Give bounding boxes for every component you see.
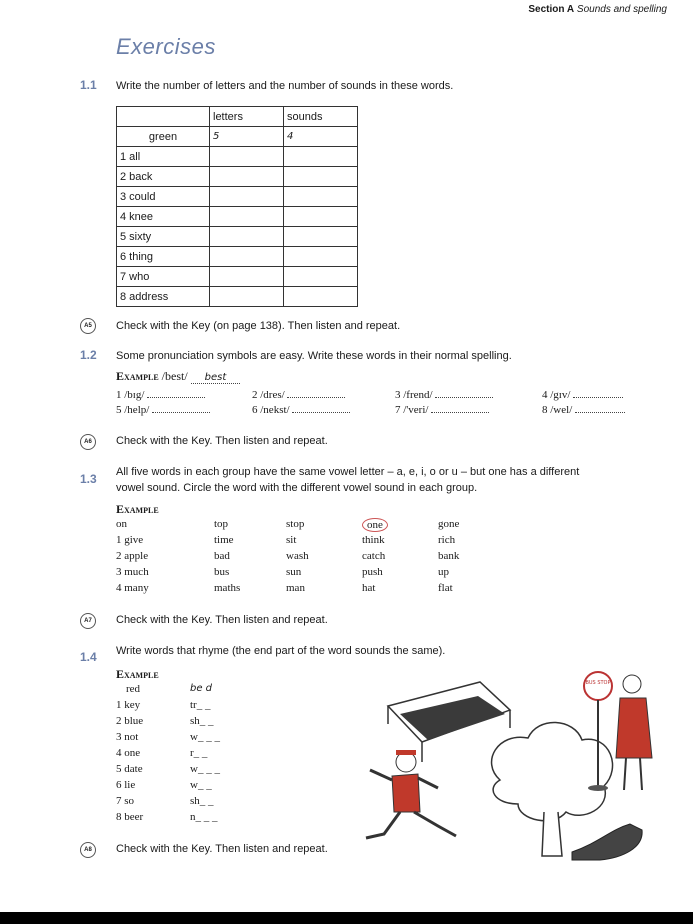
example-letters: 5 xyxy=(210,127,284,147)
example-word: green xyxy=(117,127,210,147)
ex3-example-label: Example xyxy=(116,502,159,516)
ex2-example: Example /best/ best xyxy=(116,369,240,384)
ex2-item-4: 4 /gɪv/ xyxy=(542,387,623,401)
table-row: 7 who xyxy=(117,267,210,287)
ex3-word[interactable]: think xyxy=(362,534,385,546)
ex3-word[interactable]: time xyxy=(214,534,234,546)
ex3-word[interactable]: sit xyxy=(286,534,297,546)
ex3-instruction-1: All five words in each group have the same vowel letter – a, e, i, o or u – but one has a different xyxy=(116,466,580,478)
table-row: 6 thing xyxy=(117,247,210,267)
ex2-instruction: Some pronunciation symbols are easy. Write these words in their normal spelling. xyxy=(116,350,512,362)
ex3-word[interactable]: one xyxy=(362,518,388,532)
ex4-word: 5 date xyxy=(116,763,143,775)
ex3-word[interactable]: bank xyxy=(438,550,460,562)
shoe-icon xyxy=(572,824,642,860)
ex4-word: 7 so xyxy=(116,795,135,807)
example-sounds: 4 xyxy=(284,127,358,147)
ex3-word[interactable]: stop xyxy=(286,518,305,530)
ex4-word: 2 blue xyxy=(116,715,144,727)
ex3-word[interactable]: 4 many xyxy=(116,582,149,594)
ex3-word[interactable]: up xyxy=(438,566,449,578)
ex4-example-label: Example xyxy=(116,667,159,681)
ex3-word[interactable]: push xyxy=(362,566,383,578)
ex2-item-7: 7 /'veri/ xyxy=(395,402,489,416)
ex4-answer[interactable]: w_ _ xyxy=(190,779,212,791)
ex4-word: 6 lie xyxy=(116,779,136,791)
ex4-word: red xyxy=(126,683,141,695)
ex3-word[interactable]: gone xyxy=(438,518,460,530)
ex3-word[interactable]: top xyxy=(214,518,229,530)
ex2-item-5: 5 /help/ xyxy=(116,402,210,416)
audio-a6-icon[interactable]: A6 xyxy=(80,434,96,450)
ex3-word[interactable]: catch xyxy=(362,550,386,562)
ex4-word: 4 one xyxy=(116,747,141,759)
ex3-word[interactable]: sun xyxy=(286,566,302,578)
ex4-answer[interactable]: r_ _ xyxy=(190,747,208,759)
audio-a7-icon[interactable]: A7 xyxy=(80,613,96,629)
ex3-word[interactable]: 3 much xyxy=(116,566,149,578)
ex2-item-3: 3 /frend/ xyxy=(395,387,493,401)
ex4-check: Check with the Key. Then listen and repeat. xyxy=(116,843,328,855)
ex2-item-6: 6 /nekst/ xyxy=(252,402,350,416)
ex2-item-2: 2 /dres/ xyxy=(252,387,345,401)
table-row: 2 back xyxy=(117,167,210,187)
ex2-item-1: 1 /bɪg/ xyxy=(116,387,205,401)
ex3-instruction-2: vowel sound. Circle the word with the different vowel sound in each group. xyxy=(116,482,478,494)
audio-a8-icon[interactable]: A8 xyxy=(80,842,96,858)
woman-icon xyxy=(616,675,652,790)
ex4-answer[interactable]: be d xyxy=(190,683,213,694)
ex2-example-answer: best xyxy=(191,372,241,384)
ex1-instruction: Write the number of letters and the number of sounds in these words. xyxy=(116,80,454,92)
audio-a5-icon[interactable]: A5 xyxy=(80,318,96,334)
ex4-answer[interactable]: w_ _ _ xyxy=(190,763,220,775)
ex3-number: 1.3 xyxy=(80,472,97,486)
ex3-word[interactable]: 1 give xyxy=(116,534,144,546)
ex1-table xyxy=(116,106,358,307)
ex4-word: 1 key xyxy=(116,699,141,711)
table-row: 1 all xyxy=(117,147,210,167)
runner-icon xyxy=(366,750,456,838)
ex4-answer[interactable]: tr_ _ xyxy=(190,699,211,711)
ex3-word[interactable]: on xyxy=(116,518,127,530)
ex1-check: Check with the Key (on page 138). Then listen and repeat. xyxy=(116,320,401,332)
bus-stop-sign-text: BUS STOP xyxy=(585,680,611,686)
ex4-instruction: Write words that rhyme (the end part of the word sounds the same). xyxy=(116,645,446,657)
section-header xyxy=(528,4,667,15)
ex1-number: 1.1 xyxy=(80,78,97,92)
ex4-number: 1.4 xyxy=(80,650,97,664)
rhyme-illustration xyxy=(360,662,670,867)
col-letters: letters xyxy=(210,107,284,127)
ex3-word[interactable]: bus xyxy=(214,566,230,578)
ex3-word[interactable]: 2 apple xyxy=(116,550,149,562)
page-title: Exercises xyxy=(116,34,216,59)
table-row: 3 could xyxy=(117,187,210,207)
table-row: 8 address xyxy=(117,287,210,307)
ex2-item-8: 8 /wel/ xyxy=(542,402,625,416)
section-label: Section A xyxy=(528,4,575,15)
ex4-answer[interactable]: n_ _ _ xyxy=(190,811,218,823)
ex3-word[interactable]: rich xyxy=(438,534,456,546)
table-row: 4 knee xyxy=(117,207,210,227)
ex3-word[interactable]: flat xyxy=(438,582,453,594)
col-sounds: sounds xyxy=(284,107,358,127)
ex2-number: 1.2 xyxy=(80,348,97,362)
ex3-word[interactable]: man xyxy=(286,582,305,594)
bottom-bar xyxy=(0,912,693,924)
ex4-answer[interactable]: sh_ _ xyxy=(190,715,214,727)
ex3-word[interactable]: maths xyxy=(214,582,241,594)
ex4-word: 3 not xyxy=(116,731,139,743)
ex4-word: 8 beer xyxy=(116,811,144,823)
ex4-answer[interactable]: sh_ _ xyxy=(190,795,214,807)
ex3-word[interactable]: hat xyxy=(362,582,376,594)
ex3-word[interactable]: bad xyxy=(214,550,230,562)
ex3-check: Check with the Key. Then listen and repeat. xyxy=(116,614,328,626)
ex4-answer[interactable]: w_ _ _ xyxy=(190,731,220,743)
ex2-check: Check with the Key. Then listen and repeat. xyxy=(116,435,328,447)
ex3-word[interactable]: wash xyxy=(286,550,309,562)
section-subtitle: Sounds and spelling xyxy=(576,4,667,15)
table-row: 5 sixty xyxy=(117,227,210,247)
